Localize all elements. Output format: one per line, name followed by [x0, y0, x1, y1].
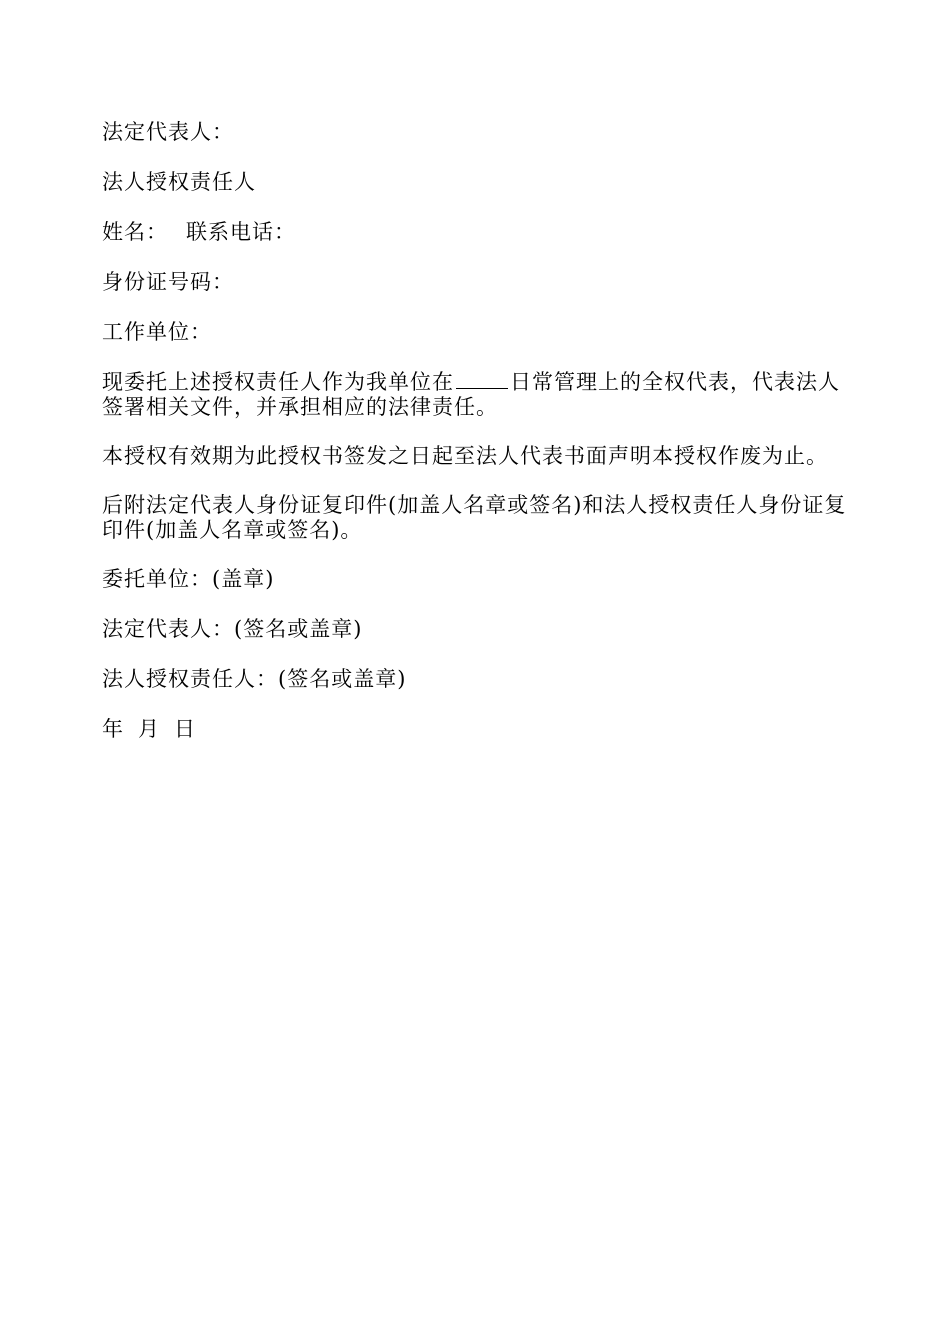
authorization-paragraph — [102, 370, 852, 420]
validity-paragraph: 本授权有效期为此授权书签发之日起至法人代表书面声明本授权作废为止。 — [102, 444, 828, 468]
auth-person-sign-line: 法人授权责任人：(签名或盖章) — [102, 667, 407, 691]
date-line — [102, 717, 852, 742]
para1-suffix: 日常管理上的全权代表，代表法人签署相关文件，并承担相应的法律责任。 — [102, 370, 840, 419]
date-month: 月 — [138, 717, 160, 741]
date-year: 年 — [102, 717, 124, 741]
work-unit-label: 工作单位： — [102, 320, 212, 344]
entrusting-unit-line: 委托单位：(盖章) — [102, 567, 275, 591]
name-phone-line — [102, 220, 852, 245]
date-day: 日 — [174, 717, 196, 741]
attachment-paragraph: 后附法定代表人身份证复印件(加盖人名章或签名)和法人授权责任人身份证复印件(加盖人名章或签名)。 — [102, 493, 847, 542]
id-number-label: 身份证号码： — [102, 270, 234, 294]
para1-prefix: 现委托上述授权责任人作为我单位在 — [102, 370, 454, 394]
legal-rep-label: 法定代表人： — [102, 120, 234, 144]
phone-label: 联系电话： — [186, 220, 296, 244]
authorization-letter — [102, 120, 852, 767]
blank-field — [456, 370, 508, 389]
auth-person-label: 法人授权责任人 — [102, 170, 256, 194]
name-label: 姓名： — [102, 220, 168, 244]
legal-rep-sign-line: 法定代表人：(签名或盖章) — [102, 617, 363, 641]
